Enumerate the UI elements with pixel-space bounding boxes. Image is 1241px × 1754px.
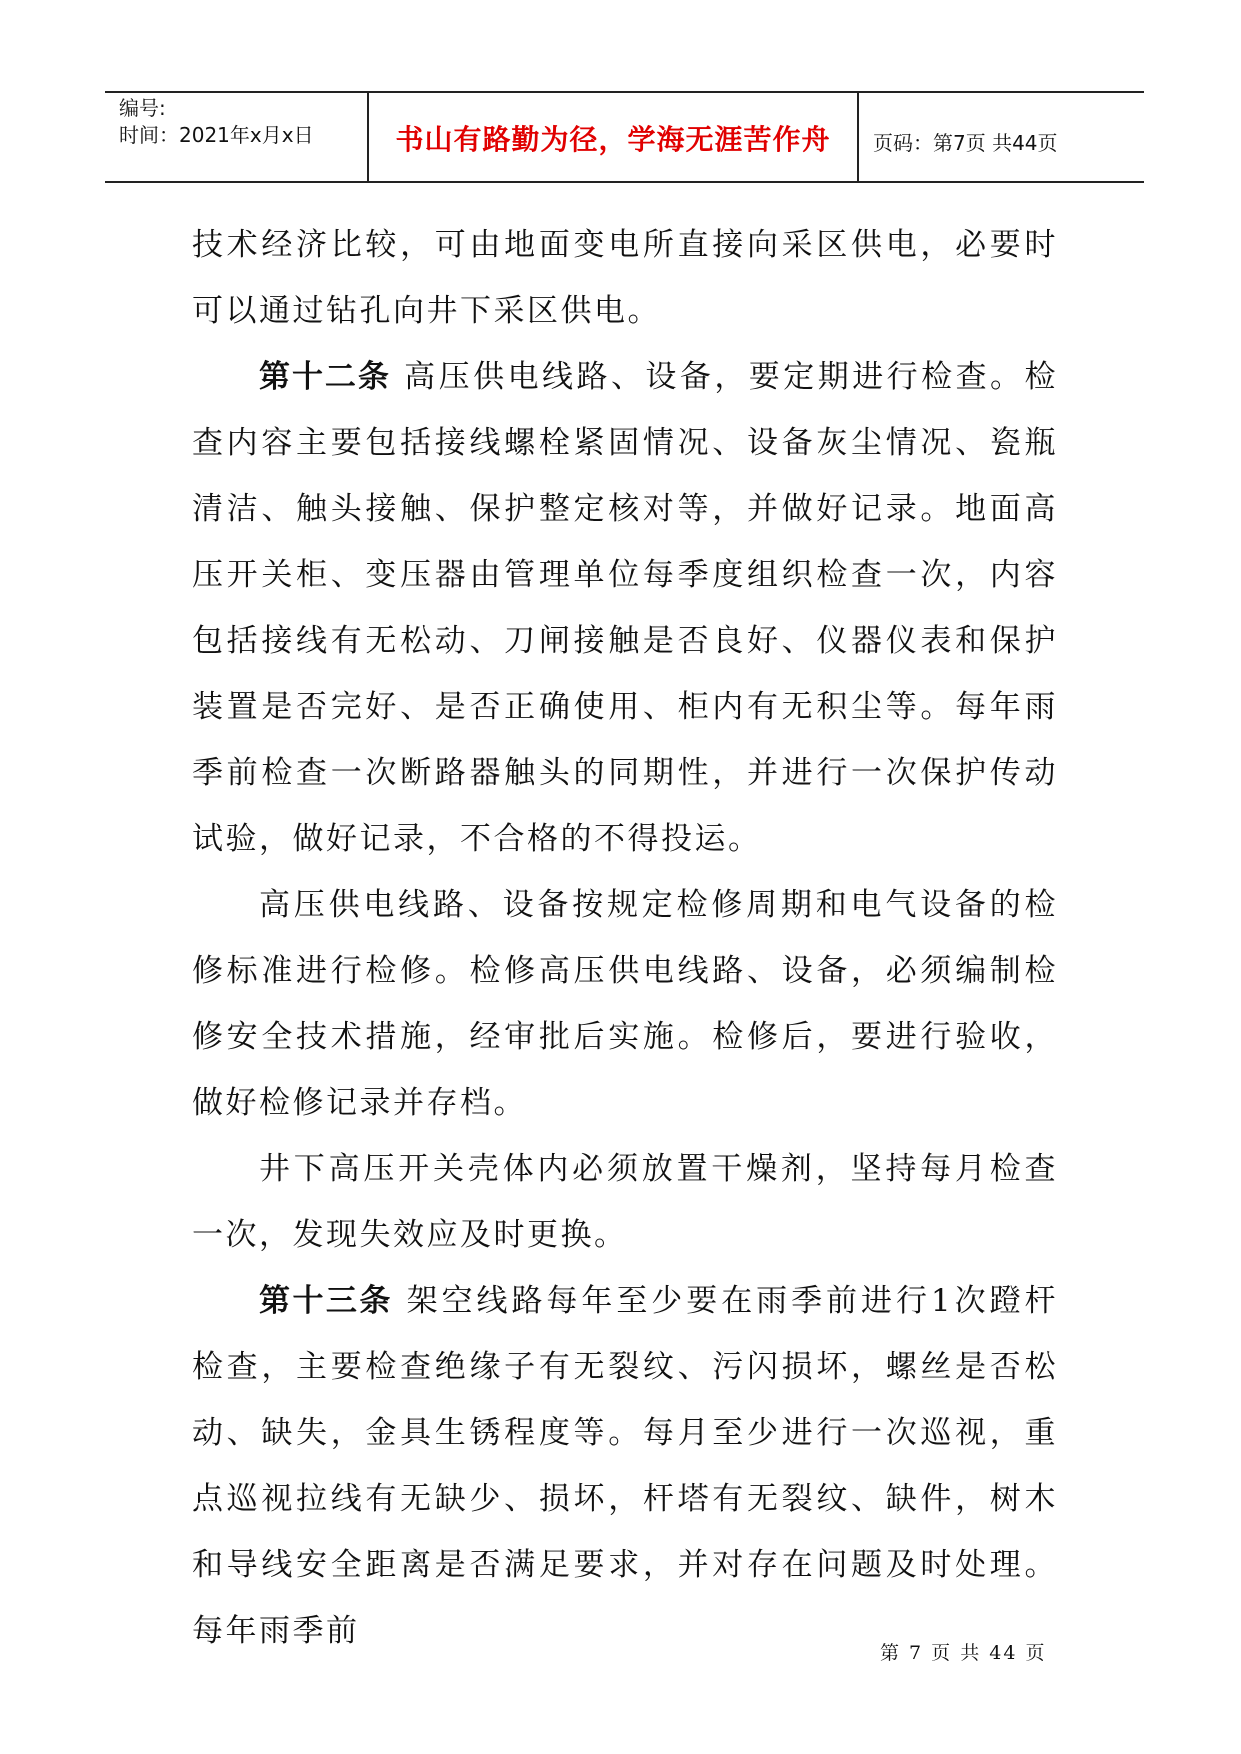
document-body [192, 212, 1058, 1664]
time-label: 时间：2021年x月x日 [119, 123, 314, 147]
article-12 [192, 344, 1058, 872]
paragraph-overhaul: 高压供电线路、设备按规定检修周期和电气设备的检修标准进行检修。检修高压供电线路、设备，必须编制检修安全技术措施，经审批后实施。检修后，要进行验收，做好检修记录并存档。 [192, 887, 1058, 1121]
header-divider [857, 93, 859, 181]
header-meta [119, 95, 314, 149]
paragraph-continuation: 技术经济比较，可由地面变电所直接向采区供电，必要时可以通过钻孔向井下采区供电。 [192, 227, 1058, 329]
article-13 [192, 1268, 1058, 1664]
article-12-heading: 第十二条 [259, 359, 391, 395]
header-page-info: 页码：第7页 共44页 [873, 131, 1058, 155]
page-header [105, 91, 1144, 183]
article-12-text: 高压供电线路、设备，要定期进行检查。检查内容主要包括接线螺栓紧固情况、设备灰尘情况、瓷瓶清洁、触头接触、保护整定核对等，并做好记录。地面高压开关柜、变压器由管理单位每季度组织检查一次，内容包括接线有无松动、刀闸接触是否良好、仪器仪表和保护装置是否完好、是否正确使用、柜内有无积尘等。每年雨季前检查一次断路器触头的同期性，并进行一次保护传动试验，做好记录，不合格的不得投运。 [192, 359, 1059, 857]
page-footer: 第 7 页 共 44 页 [880, 1642, 1047, 1664]
serial-label: 编号: [119, 96, 166, 120]
article-13-text: 架空线路每年至少要在雨季前进行1次蹬杆检查，主要检查绝缘子有无裂纹、污闪损坏，螺丝是否松动、缺失，金具生锈程度等。每月至少进行一次巡视，重点巡视拉线有无缺少、损坏，杆塔有无裂纹、缺件，树木和导线安全距离是否满足要求，并对存在问题及时处理。每年雨季前 [192, 1283, 1058, 1649]
article-13-heading: 第十三条 [259, 1283, 393, 1319]
header-motto: 书山有路勤为径，学海无涯苦作舟 [395, 123, 831, 156]
paragraph-desiccant: 井下高压开关壳体内必须放置干燥剂，坚持每月检查一次，发现失效应及时更换。 [192, 1151, 1058, 1253]
